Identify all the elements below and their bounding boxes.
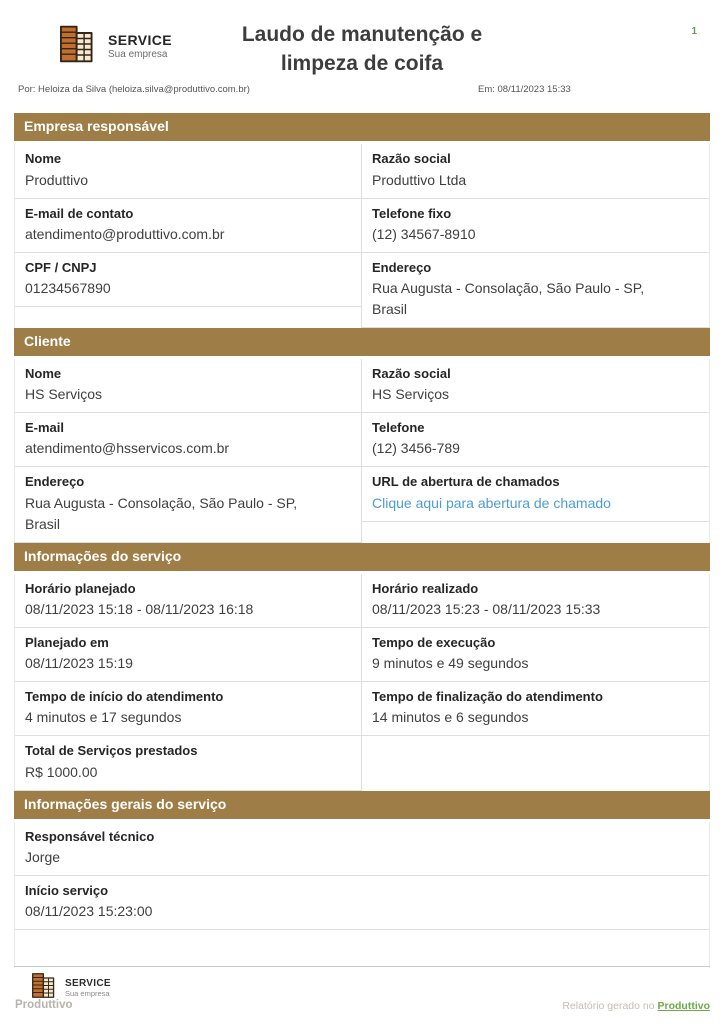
field-value: Jorge: [25, 849, 61, 866]
field-value: atendimento@hsservicos.com.br: [25, 440, 230, 457]
company-logo: [57, 24, 172, 69]
field-responsavel-tecnico: [15, 822, 709, 876]
field-label: Responsável técnico: [25, 828, 155, 844]
report-author: Por: Heloiza da Silva (heloiza.silva@produttivo.com.br): [18, 84, 250, 95]
field-email-contato: [15, 199, 361, 253]
field-nome: [15, 144, 361, 198]
section-header-empresa-responsavel: Empresa responsável: [14, 113, 710, 141]
field-value: HS Serviços: [372, 386, 450, 403]
field-label: Telefone fixo: [372, 205, 452, 221]
field-value: HS Serviços: [25, 386, 103, 403]
field-label: Razão social: [372, 151, 451, 167]
footer-generated-text: [562, 1000, 710, 1012]
field-value: atendimento@produttivo.com.br: [25, 225, 225, 242]
section-informacoes-servico: [14, 543, 710, 791]
section-cliente: [14, 328, 710, 543]
field-value: 4 minutos e 17 segundos: [25, 709, 182, 726]
field-value: Produttivo: [25, 171, 89, 188]
field-label: CPF / CNPJ: [25, 259, 97, 275]
page-title-line1: Laudo de manutenção e: [241, 23, 483, 46]
field-value: Rua Augusta - Consolação, São Paulo - SP, Brasil: [372, 279, 645, 317]
section-body-empresa-responsavel: [14, 144, 710, 327]
section-body-informacoes-servico: [14, 574, 710, 791]
field-label: Tempo de finalização do atendimento: [372, 689, 603, 705]
report-body: [14, 113, 710, 968]
field-label: Início serviço: [25, 883, 109, 899]
field-cpf-cnpj: [15, 253, 361, 307]
field-label: Total de Serviços prestados: [25, 743, 198, 759]
field-label: Tempo de início do atendimento: [25, 689, 224, 705]
report-meta-row: [18, 84, 710, 95]
field-tempo-inicio: [15, 682, 361, 736]
field-value: 08/11/2023 15:23 - 08/11/2023 15:33: [372, 601, 601, 618]
field-value: 08/11/2023 15:19: [25, 655, 133, 672]
footer-divider: [14, 966, 710, 967]
buildings-icon: [57, 24, 101, 69]
field-label: Nome: [25, 151, 62, 167]
section-header-cliente: Cliente: [14, 328, 710, 356]
field-horario-realizado: [362, 574, 709, 628]
field-nome-cliente: [15, 359, 361, 413]
page-title: [162, 20, 562, 79]
section-empresa-responsavel: [14, 113, 710, 328]
field-url-chamados: [362, 467, 709, 521]
field-planejado-em: [15, 628, 361, 682]
field-label: Endereço: [372, 259, 432, 275]
field-tempo-finalizacao: [362, 682, 709, 736]
field-label: Telefone: [372, 420, 425, 436]
field-label: Horário planejado: [25, 581, 136, 597]
open-ticket-link[interactable]: Clique aqui para abertura de chamado: [372, 494, 611, 511]
footer-generated-prefix: Relatório gerado no: [562, 1000, 658, 1012]
field-label: E-mail de contato: [25, 205, 134, 221]
section-header-informacoes-servico: Informações do serviço: [14, 543, 710, 571]
produttivo-link[interactable]: Produttivo: [657, 1000, 710, 1012]
report-datetime: Em: 08/11/2023 15:33: [478, 84, 571, 95]
field-value: Produttivo Ltda: [372, 171, 467, 188]
field-value: Rua Augusta - Consolação, São Paulo - SP, Brasil: [25, 494, 298, 532]
field-value: 08/11/2023 15:18 - 08/11/2023 16:18: [25, 601, 254, 618]
field-value: R$ 1000.00: [25, 763, 98, 780]
section-informacoes-gerais: [14, 791, 710, 968]
field-value: 08/11/2023 15:23:00: [25, 903, 153, 920]
page-title-line2: limpeza de coifa: [280, 52, 444, 76]
field-value: (12) 34567-8910: [372, 225, 476, 242]
field-tempo-execucao: [362, 628, 709, 682]
footer-logo-tagline: Sua empresa: [65, 989, 110, 998]
field-label: Horário realizado: [372, 581, 479, 597]
field-label: URL de abertura de chamados: [372, 474, 560, 490]
field-endereco-cliente: [15, 467, 361, 542]
section-header-informacoes-gerais: Informações gerais do serviço: [14, 791, 710, 819]
field-value: 14 minutos e 6 segundos: [372, 709, 529, 726]
field-label: Nome: [25, 366, 62, 382]
field-razao-social-cliente: [362, 359, 709, 413]
field-telefone-fixo: [362, 199, 709, 253]
field-value: 9 minutos e 49 segundos: [372, 655, 529, 672]
field-value: (12) 3456-789: [372, 440, 460, 457]
field-label: Razão social: [372, 366, 451, 382]
section-body-informacoes-gerais: [14, 822, 710, 968]
logo-tagline-text: Sua empresa: [108, 48, 168, 60]
field-inicio-servico: [15, 876, 709, 930]
field-telefone-cliente: [362, 413, 709, 467]
field-label: Tempo de execução: [372, 635, 496, 651]
footer-logo-brand: SERVICE: [65, 978, 111, 989]
field-endereco-empresa: [362, 253, 709, 328]
section-body-cliente: [14, 359, 710, 542]
footer-brand-text: Produttivo: [15, 999, 73, 1011]
page-number: 1: [691, 26, 697, 37]
logo-brand-text: SERVICE: [108, 32, 173, 49]
field-label: Endereço: [25, 474, 85, 490]
field-email-cliente: [15, 413, 361, 467]
field-total-servicos: [15, 736, 361, 790]
field-value: 01234567890: [25, 279, 111, 296]
field-label: Planejado em: [25, 635, 109, 651]
field-label: E-mail: [25, 420, 65, 436]
field-horario-planejado: [15, 574, 361, 628]
field-razao-social: [362, 144, 709, 198]
